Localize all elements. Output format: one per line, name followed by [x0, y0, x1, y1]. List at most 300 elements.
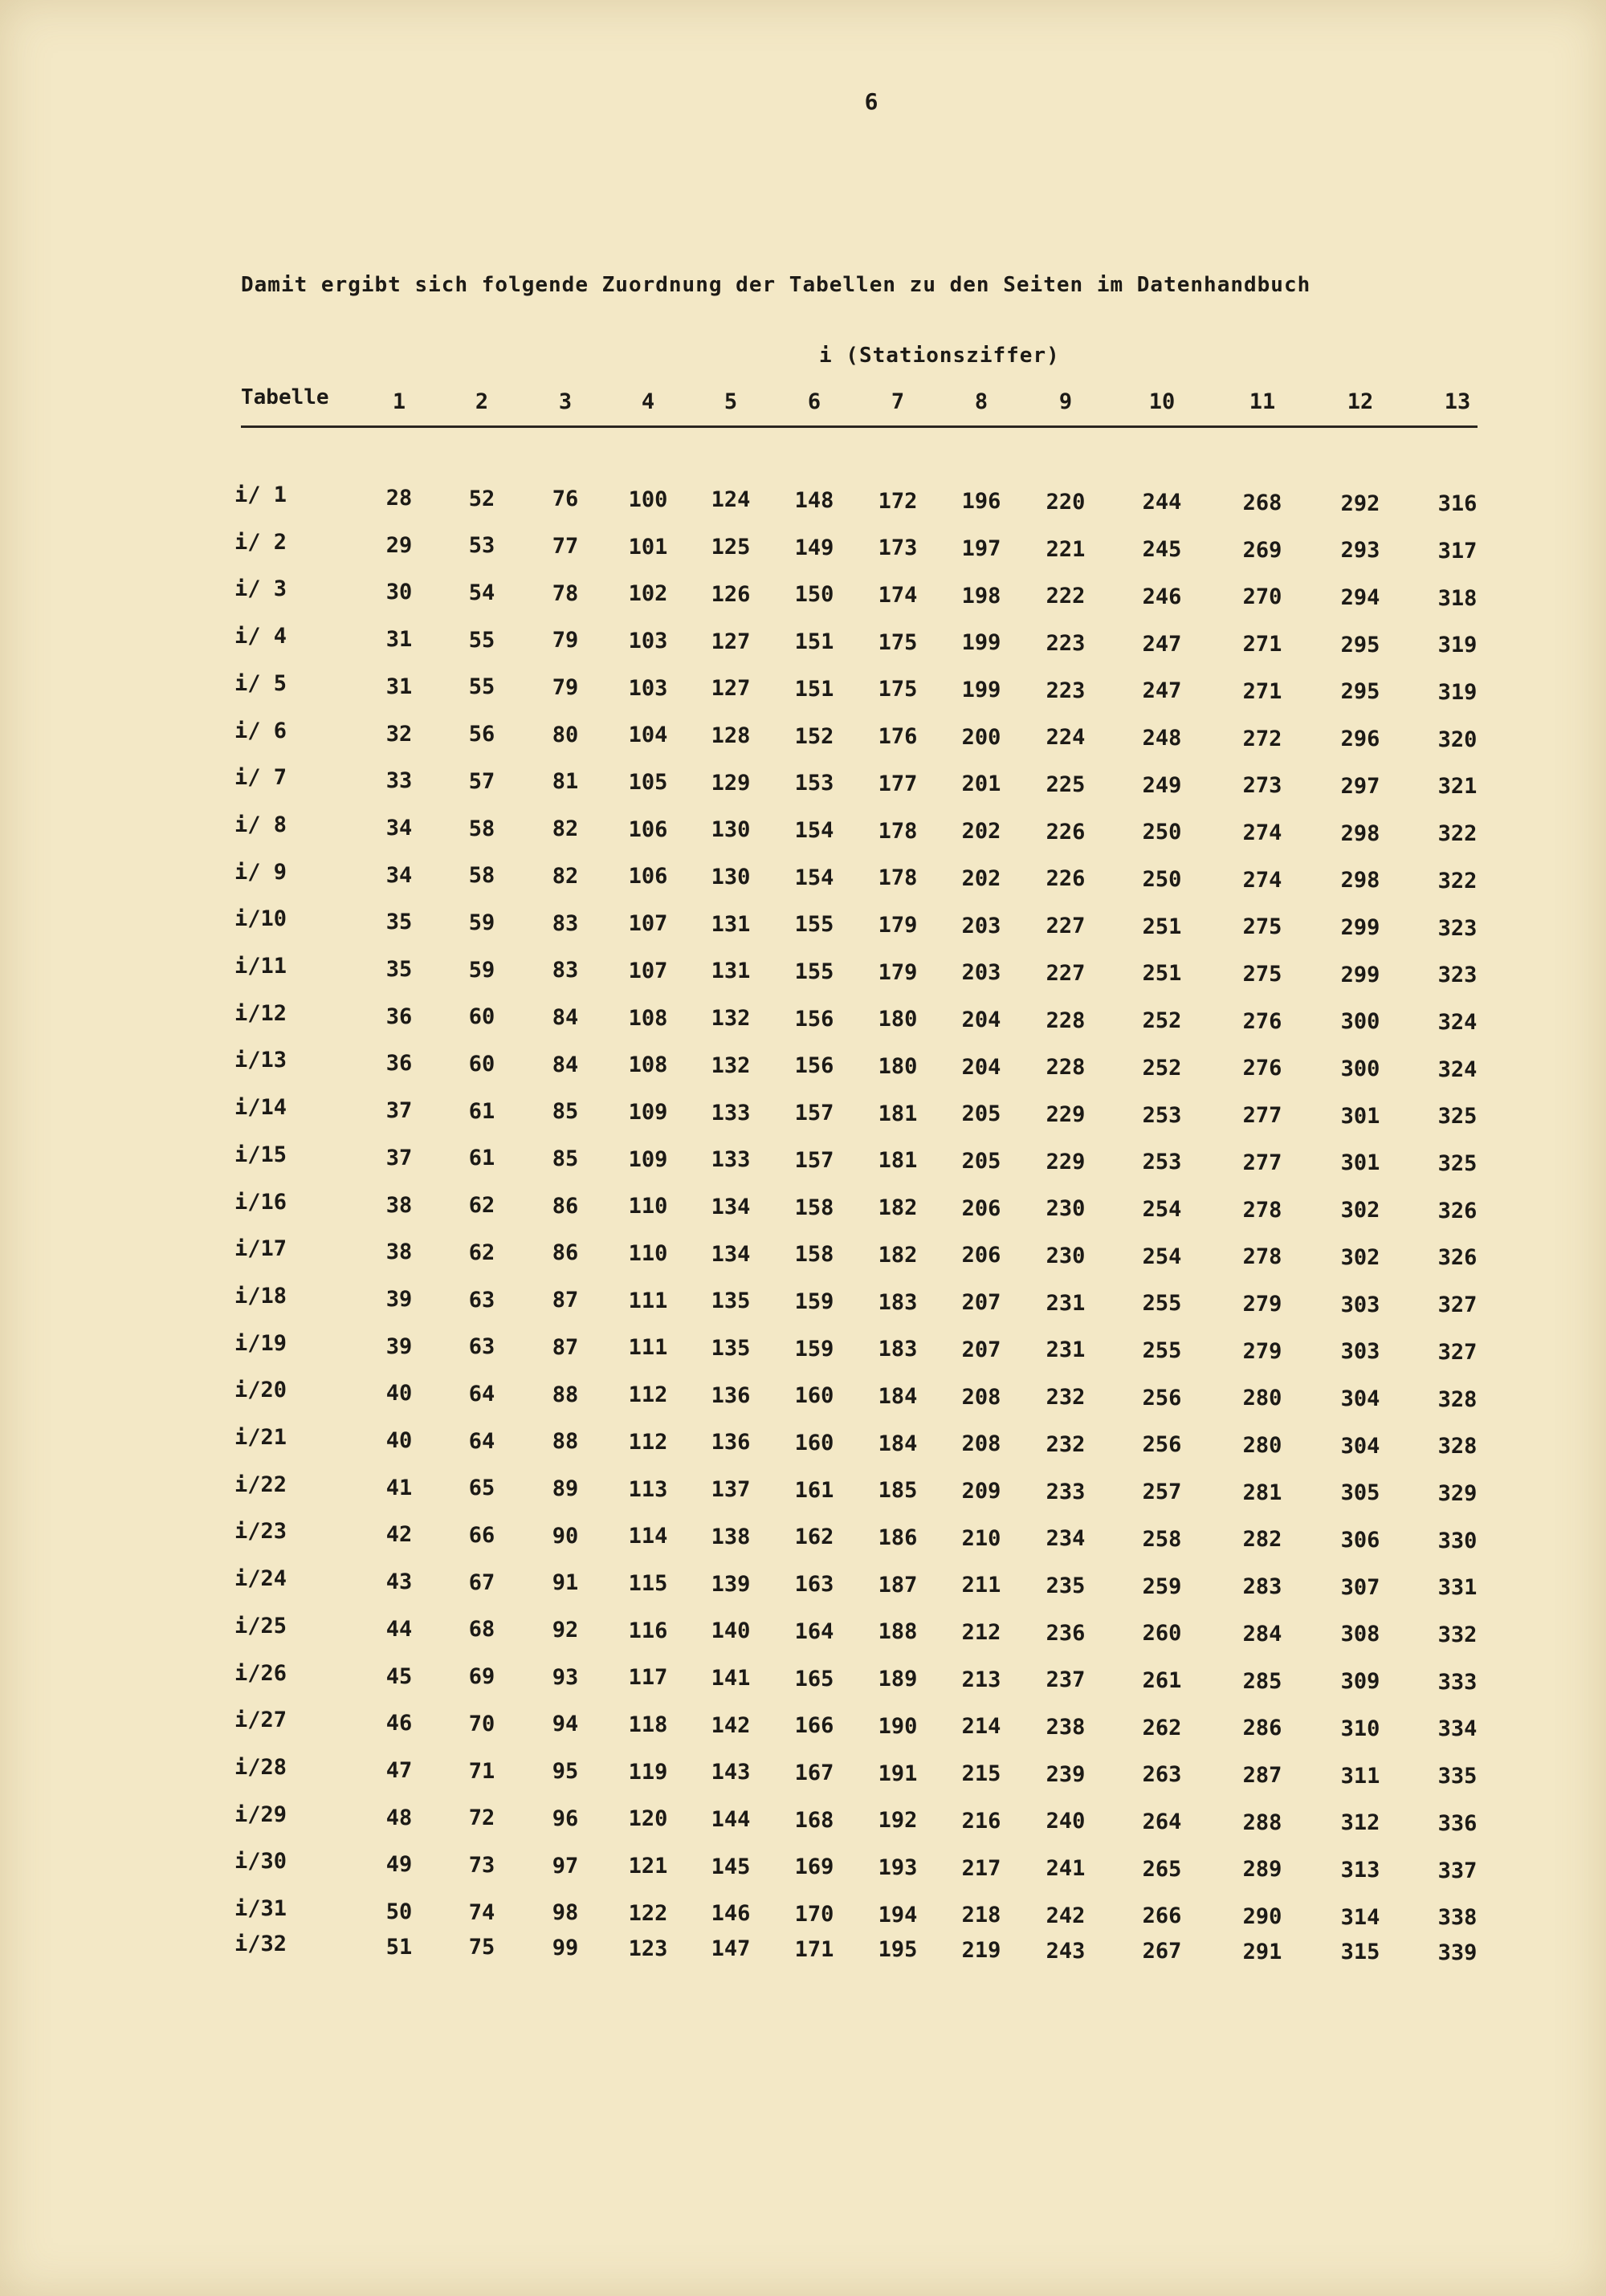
table-cell: 133: [711, 1147, 751, 1173]
table-cell: 299: [1340, 914, 1380, 940]
table-cell: 299: [1340, 962, 1380, 987]
table-cell: 316: [1437, 491, 1478, 517]
row-header-label: Tabelle: [241, 385, 329, 409]
table-cell: 69: [468, 1664, 495, 1690]
table-cell: 158: [794, 1195, 834, 1220]
table-cell: 232: [1046, 1385, 1086, 1411]
table-cell: 330: [1437, 1528, 1478, 1553]
table-cell: 275: [1242, 914, 1282, 940]
table-cell: 41: [385, 1475, 413, 1500]
table-cell: 49: [385, 1852, 413, 1878]
table-cell: 296: [1340, 727, 1380, 752]
table-cell: 279: [1242, 1291, 1282, 1317]
table-cell: 67: [468, 1569, 495, 1595]
table-cell: 246: [1142, 584, 1182, 609]
row-label: i/28: [234, 1754, 287, 1780]
table-cell: 302: [1340, 1244, 1380, 1270]
table-cell: 104: [628, 723, 668, 748]
table-cell: 248: [1142, 725, 1182, 751]
table-cell: 163: [794, 1572, 834, 1598]
table-cell: 207: [961, 1337, 1001, 1362]
table-cell: 263: [1142, 1762, 1182, 1788]
table-cell: 48: [385, 1805, 413, 1830]
table-cell: 298: [1340, 820, 1380, 846]
table-cell: 85: [552, 1146, 579, 1171]
table-cell: 187: [878, 1572, 918, 1598]
table-cell: 136: [711, 1430, 751, 1455]
table-cell: 60: [468, 1004, 495, 1030]
table-cell: 170: [794, 1902, 834, 1927]
table-cell: 108: [628, 1005, 668, 1031]
column-header: 4: [641, 389, 655, 414]
table-cell: 328: [1437, 1434, 1478, 1459]
row-label: i/ 4: [234, 624, 287, 649]
table-cell: 180: [878, 1007, 918, 1032]
table-cell: 56: [468, 722, 495, 747]
table-cell: 62: [468, 1240, 495, 1265]
table-cell: 319: [1437, 633, 1478, 658]
table-cell: 210: [961, 1525, 1001, 1551]
table-cell: 311: [1340, 1763, 1380, 1789]
table-cell: 314: [1340, 1904, 1380, 1930]
table-cell: 193: [878, 1854, 918, 1880]
table-cell: 172: [878, 488, 918, 514]
table-cell: 276: [1242, 1008, 1282, 1034]
table-cell: 77: [552, 533, 579, 559]
table-cell: 217: [961, 1855, 1001, 1881]
table-cell: 79: [552, 628, 579, 653]
table-cell: 220: [1046, 489, 1086, 515]
table-cell: 261: [1142, 1667, 1182, 1693]
table-cell: 215: [961, 1761, 1001, 1787]
table-cell: 150: [794, 582, 834, 608]
table-cell: 270: [1242, 584, 1282, 610]
table-cell: 239: [1046, 1761, 1086, 1787]
column-header: 5: [724, 389, 738, 414]
table-cell: 147: [711, 1936, 751, 1962]
table-cell: 254: [1142, 1196, 1182, 1222]
table-cell: 206: [961, 1195, 1001, 1221]
table-cell: 322: [1437, 868, 1478, 894]
table-cell: 286: [1242, 1716, 1282, 1741]
table-cell: 190: [878, 1713, 918, 1739]
row-label: i/11: [234, 954, 287, 979]
table-cell: 125: [711, 535, 751, 560]
table-cell: 320: [1437, 727, 1478, 752]
table-cell: 112: [628, 1382, 668, 1408]
table-cell: 189: [878, 1667, 918, 1692]
row-label: i/10: [234, 906, 287, 932]
table-cell: 78: [552, 580, 579, 606]
table-cell: 249: [1142, 772, 1182, 798]
table-cell: 34: [385, 815, 413, 841]
table-cell: 272: [1242, 726, 1282, 751]
table-cell: 39: [385, 1286, 413, 1312]
table-cell: 253: [1142, 1150, 1182, 1175]
table-cell: 201: [961, 771, 1001, 797]
table-cell: 194: [878, 1902, 918, 1928]
table-cell: 223: [1046, 630, 1086, 656]
table-cell: 262: [1142, 1715, 1182, 1740]
table-cell: 205: [961, 1101, 1001, 1127]
table-cell: 331: [1437, 1575, 1478, 1601]
table-cell: 152: [794, 723, 834, 749]
table-cell: 28: [385, 486, 413, 511]
table-cell: 38: [385, 1240, 413, 1265]
table-cell: 266: [1142, 1903, 1182, 1929]
table-cell: 153: [794, 771, 834, 796]
table-cell: 229: [1046, 1101, 1086, 1127]
table-cell: 307: [1340, 1574, 1380, 1600]
table-cell: 110: [628, 1194, 668, 1219]
table-cell: 45: [385, 1663, 413, 1689]
table-cell: 268: [1242, 491, 1282, 515]
table-cell: 139: [711, 1571, 751, 1597]
table-cell: 267: [1142, 1939, 1182, 1964]
table-cell: 244: [1142, 490, 1182, 515]
table-cell: 323: [1437, 963, 1478, 988]
column-header: 6: [807, 389, 821, 414]
table-cell: 162: [794, 1525, 834, 1550]
table-cell: 213: [961, 1667, 1001, 1692]
table-cell: 310: [1340, 1716, 1380, 1741]
table-cell: 169: [794, 1854, 834, 1880]
table-cell: 59: [468, 957, 495, 983]
row-label: i/ 2: [234, 529, 287, 555]
table-cell: 245: [1142, 537, 1182, 563]
column-header: 8: [974, 389, 988, 414]
row-label: i/20: [234, 1378, 287, 1403]
table-cell: 63: [468, 1287, 495, 1313]
table-cell: 182: [878, 1195, 918, 1221]
table-cell: 102: [628, 581, 668, 607]
table-cell: 36: [385, 1051, 413, 1077]
table-cell: 221: [1046, 536, 1086, 562]
table-cell: 82: [552, 816, 579, 842]
table-cell: 164: [794, 1618, 834, 1644]
table-cell: 334: [1437, 1716, 1478, 1742]
table-cell: 31: [385, 627, 413, 653]
table-cell: 336: [1437, 1810, 1478, 1836]
table-cell: 327: [1437, 1293, 1478, 1318]
table-cell: 106: [628, 864, 668, 889]
table-cell: 259: [1142, 1573, 1182, 1599]
table-cell: 133: [711, 1100, 751, 1126]
table-cell: 85: [552, 1099, 579, 1125]
table-cell: 279: [1242, 1338, 1282, 1364]
table-cell: 328: [1437, 1386, 1478, 1412]
page-heading: Damit ergibt sich folgende Zuordnung der Tabellen zu den Seiten im Datenhandbuch: [241, 273, 1311, 297]
table-cell: 235: [1046, 1573, 1086, 1598]
table-cell: 59: [468, 910, 495, 935]
table-cell: 202: [961, 865, 1001, 891]
table-cell: 112: [628, 1429, 668, 1455]
table-cell: 236: [1046, 1620, 1086, 1646]
table-cell: 222: [1046, 584, 1086, 609]
table-cell: 292: [1340, 491, 1380, 516]
table-cell: 88: [552, 1429, 579, 1455]
table-cell: 199: [961, 678, 1001, 702]
table-cell: 211: [961, 1573, 1001, 1598]
table-cell: 86: [552, 1240, 579, 1266]
table-cell: 319: [1437, 680, 1478, 705]
table-cell: 338: [1437, 1905, 1478, 1931]
table-cell: 301: [1340, 1103, 1380, 1129]
table-cell: 227: [1046, 960, 1086, 986]
table-cell: 88: [552, 1382, 579, 1407]
table-cell: 103: [628, 628, 668, 653]
table-cell: 154: [794, 865, 834, 890]
table-cell: 208: [961, 1431, 1001, 1457]
table-cell: 295: [1340, 632, 1380, 657]
table-cell: 282: [1242, 1527, 1282, 1553]
table-cell: 313: [1340, 1857, 1380, 1883]
row-label: i/ 3: [234, 576, 287, 602]
table-cell: 278: [1242, 1197, 1282, 1223]
table-cell: 206: [961, 1243, 1001, 1268]
table-cell: 238: [1046, 1715, 1086, 1740]
table-cell: 306: [1340, 1528, 1380, 1553]
table-cell: 234: [1046, 1526, 1086, 1552]
table-cell: 156: [794, 1053, 834, 1079]
table-cell: 283: [1242, 1574, 1282, 1600]
table-cell: 92: [552, 1618, 579, 1643]
column-header: 1: [392, 389, 406, 414]
table-cell: 177: [878, 771, 918, 796]
table-cell: 198: [961, 583, 1001, 609]
table-cell: 98: [552, 1900, 579, 1926]
table-cell: 151: [794, 629, 834, 655]
table-cell: 103: [628, 675, 668, 701]
table-cell: 158: [794, 1242, 834, 1268]
table-cell: 96: [552, 1805, 579, 1831]
row-label: i/32: [234, 1931, 287, 1956]
table-cell: 284: [1242, 1621, 1282, 1647]
table-cell: 278: [1242, 1244, 1282, 1270]
table-cell: 71: [468, 1758, 495, 1784]
table-cell: 145: [711, 1854, 751, 1879]
table-cell: 231: [1046, 1337, 1086, 1363]
table-cell: 61: [468, 1146, 495, 1171]
table-cell: 89: [552, 1476, 579, 1501]
table-cell: 171: [794, 1936, 834, 1962]
table-cell: 107: [628, 911, 668, 937]
column-header: 3: [558, 389, 573, 414]
table-cell: 36: [385, 1003, 413, 1029]
table-cell: 308: [1340, 1622, 1380, 1647]
table-cell: 44: [385, 1616, 413, 1642]
table-cell: 68: [468, 1617, 495, 1643]
table-cell: 127: [711, 676, 751, 702]
table-cell: 108: [628, 1052, 668, 1078]
table-cell: 155: [794, 959, 834, 984]
table-cell: 73: [468, 1852, 495, 1878]
table-cell: 110: [628, 1241, 668, 1266]
table-cell: 122: [628, 1900, 668, 1926]
table-cell: 327: [1437, 1339, 1478, 1365]
table-cell: 218: [961, 1903, 1001, 1928]
table-cell: 203: [961, 960, 1001, 986]
table-cell: 250: [1142, 867, 1182, 892]
table-cell: 269: [1242, 537, 1282, 563]
table-cell: 200: [961, 724, 1001, 750]
table-cell: 281: [1242, 1480, 1282, 1505]
table-cell: 72: [468, 1805, 495, 1831]
table-cell: 205: [961, 1149, 1001, 1174]
table-cell: 95: [552, 1759, 579, 1785]
table-cell: 81: [552, 769, 579, 795]
table-cell: 251: [1142, 961, 1182, 987]
table-cell: 219: [961, 1937, 1001, 1963]
table-cell: 324: [1437, 1056, 1478, 1082]
table-cell: 224: [1046, 725, 1086, 751]
table-cell: 135: [711, 1336, 751, 1361]
table-cell: 66: [468, 1523, 495, 1548]
table-cell: 317: [1437, 538, 1478, 564]
table-cell: 329: [1437, 1480, 1478, 1506]
table-cell: 39: [385, 1333, 413, 1359]
table-cell: 298: [1340, 868, 1380, 894]
table-cell: 74: [468, 1899, 495, 1925]
table-cell: 53: [468, 533, 495, 559]
table-cell: 146: [711, 1901, 751, 1927]
table-cell: 309: [1340, 1669, 1380, 1695]
table-cell: 156: [794, 1006, 834, 1032]
table-cell: 127: [711, 629, 751, 654]
row-label: i/17: [234, 1236, 287, 1262]
table-cell: 175: [878, 677, 918, 702]
table-cell: 288: [1242, 1810, 1282, 1835]
table-cell: 137: [711, 1477, 751, 1503]
table-cell: 232: [1046, 1431, 1086, 1457]
table-cell: 264: [1142, 1810, 1182, 1834]
table-cell: 174: [878, 583, 918, 608]
table-cell: 251: [1142, 914, 1182, 939]
table-cell: 154: [794, 817, 834, 843]
table-cell: 159: [794, 1336, 834, 1362]
table-cell: 116: [628, 1618, 668, 1643]
table-cell: 291: [1242, 1939, 1282, 1964]
column-header: 10: [1148, 389, 1176, 414]
table-cell: 185: [878, 1478, 918, 1504]
table-cell: 184: [878, 1383, 918, 1409]
table-cell: 337: [1437, 1858, 1478, 1883]
table-cell: 243: [1046, 1938, 1086, 1964]
column-header: 13: [1444, 389, 1471, 414]
table-cell: 83: [552, 958, 579, 983]
table-cell: 136: [711, 1382, 751, 1408]
table-cell: 326: [1437, 1198, 1478, 1223]
table-cell: 254: [1142, 1244, 1182, 1269]
table-cell: 126: [711, 581, 751, 607]
table-cell: 277: [1242, 1103, 1282, 1129]
table-cell: 132: [711, 1052, 751, 1078]
row-label: i/12: [234, 1000, 287, 1026]
table-cell: 100: [628, 486, 668, 512]
table-cell: 226: [1046, 819, 1086, 845]
table-cell: 65: [468, 1476, 495, 1501]
table-cell: 204: [961, 1054, 1001, 1080]
table-cell: 123: [628, 1936, 668, 1961]
table-cell: 258: [1142, 1526, 1182, 1552]
table-cell: 276: [1242, 1056, 1282, 1081]
table-cell: 52: [468, 486, 495, 511]
table-cell: 229: [1046, 1149, 1086, 1174]
table-cell: 180: [878, 1054, 918, 1079]
table-cell: 280: [1242, 1386, 1282, 1411]
table-cell: 113: [628, 1476, 668, 1502]
table-cell: 159: [794, 1288, 834, 1314]
table-cell: 105: [628, 770, 668, 795]
header-rule: [241, 425, 1478, 428]
table-cell: 40: [385, 1428, 413, 1453]
table-cell: 325: [1437, 1104, 1478, 1130]
table-cell: 195: [878, 1937, 918, 1963]
table-cell: 130: [711, 817, 751, 843]
table-cell: 216: [961, 1808, 1001, 1834]
table-cell: 271: [1242, 678, 1282, 704]
table-cell: 138: [711, 1524, 751, 1549]
row-label: i/16: [234, 1189, 287, 1215]
table-cell: 273: [1242, 773, 1282, 799]
table-cell: 318: [1437, 585, 1478, 611]
table-cell: 82: [552, 863, 579, 889]
table-cell: 179: [878, 959, 918, 985]
table-cell: 323: [1437, 915, 1478, 941]
table-cell: 46: [385, 1711, 413, 1736]
table-cell: 142: [711, 1712, 751, 1738]
table-cell: 280: [1242, 1433, 1282, 1458]
table-cell: 168: [794, 1807, 834, 1833]
table-cell: 231: [1046, 1290, 1086, 1316]
column-group-label: i (Stationsziffer): [819, 344, 1060, 368]
table-cell: 312: [1340, 1810, 1380, 1836]
table-cell: 265: [1142, 1856, 1182, 1882]
table-cell: 149: [794, 535, 834, 560]
table-cell: 166: [794, 1713, 834, 1739]
row-label: i/13: [234, 1048, 287, 1073]
table-cell: 128: [711, 723, 751, 748]
table-cell: 294: [1340, 585, 1380, 610]
table-cell: 60: [468, 1052, 495, 1077]
column-header: 7: [891, 389, 905, 414]
row-label: i/25: [234, 1613, 287, 1639]
table-cell: 305: [1340, 1480, 1380, 1506]
table-cell: 192: [878, 1808, 918, 1834]
table-cell: 335: [1437, 1764, 1478, 1789]
table-cell: 227: [1046, 914, 1086, 939]
table-cell: 315: [1340, 1940, 1380, 1965]
table-cell: 165: [794, 1666, 834, 1691]
table-cell: 255: [1142, 1338, 1182, 1363]
table-cell: 131: [711, 911, 751, 937]
table-cell: 207: [961, 1290, 1001, 1316]
table-cell: 303: [1340, 1339, 1380, 1365]
table-cell: 134: [711, 1241, 751, 1267]
table-cell: 179: [878, 912, 918, 938]
column-header: 2: [475, 389, 489, 414]
table-cell: 182: [878, 1242, 918, 1268]
table-cell: 228: [1046, 1055, 1086, 1081]
table-cell: 97: [552, 1853, 579, 1879]
table-cell: 34: [385, 862, 413, 888]
table-cell: 271: [1242, 632, 1282, 657]
table-cell: 241: [1046, 1856, 1086, 1882]
table-cell: 129: [711, 770, 751, 796]
table-cell: 176: [878, 724, 918, 750]
page-number: 6: [864, 88, 878, 115]
table-cell: 297: [1340, 773, 1380, 799]
